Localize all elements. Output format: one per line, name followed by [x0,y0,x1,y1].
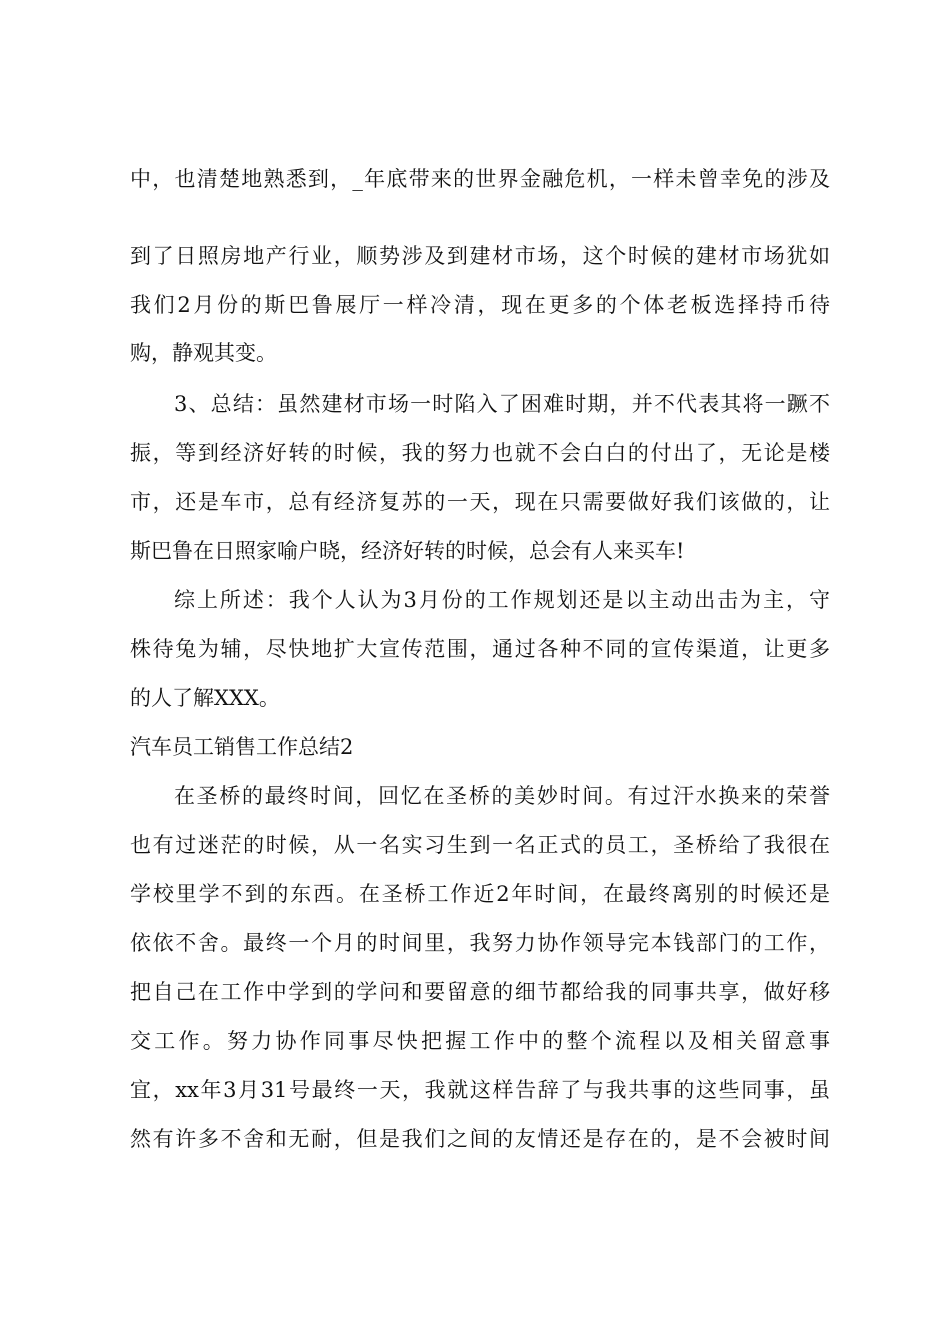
text-line: 购，静观其变。 [130,341,277,365]
text-line: 交工作。努力协作同事尽快把握工作中的整个流程以及相关留意事 [130,1029,830,1053]
text-line: 3、总结：虽然建材市场一时陷入了困难时期，并不代表其将一蹶不 [174,392,830,416]
text-line: 市，还是车市，总有经济复苏的一天，现在只需要做好我们该做的，让 [130,490,830,514]
text-line: 学校里学不到的东西。在圣桥工作近2年时间，在最终离别的时候还是 [130,882,830,906]
text-line: 然有许多不舍和无耐，但是我们之间的友情还是存在的，是不会被时间 [130,1127,830,1151]
text-line: 斯巴鲁在日照家喻户晓，经济好转的时候，总会有人来买车! [130,539,685,563]
text-line: 把自己在工作中学到的学问和要留意的细节都给我的同事共享，做好移 [130,980,830,1004]
text-line: 在圣桥的最终时间，回忆在圣桥的美妙时间。有过汗水换来的荣誉 [174,784,830,808]
text-line: 我们2月份的斯巴鲁展厅一样冷清，现在更多的个体老板选择持币待 [130,293,830,317]
text-line: 的人了解XXX。 [130,686,280,710]
text-line: 依依不舍。最终一个月的时间里，我努力协作领导完本钱部门的工作， [130,931,830,955]
section-heading: 汽车员工销售工作总结2 [130,735,354,759]
text-line: 振，等到经济好转的时候，我的努力也就不会白白的付出了，无论是楼 [130,441,830,465]
text-line: 中，也清楚地熟悉到，_年底带来的世界金融危机，一样未曾幸免的涉及 [130,167,830,191]
text-line: 到了日照房地产行业，顺势涉及到建材市场，这个时候的建材市场犹如 [130,244,830,268]
text-line: 综上所述：我个人认为3月份的工作规划还是以主动出击为主，守 [174,588,830,612]
text-line: 也有过迷茫的时候，从一名实习生到一名正式的员工，圣桥给了我很在 [130,833,830,857]
text-line: 株待兔为辅，尽快地扩大宣传范围，通过各种不同的宣传渠道，让更多 [130,637,830,661]
text-line: 宜，xx年3月31号最终一天，我就这样告辞了与我共事的这些同事，虽 [130,1078,830,1102]
